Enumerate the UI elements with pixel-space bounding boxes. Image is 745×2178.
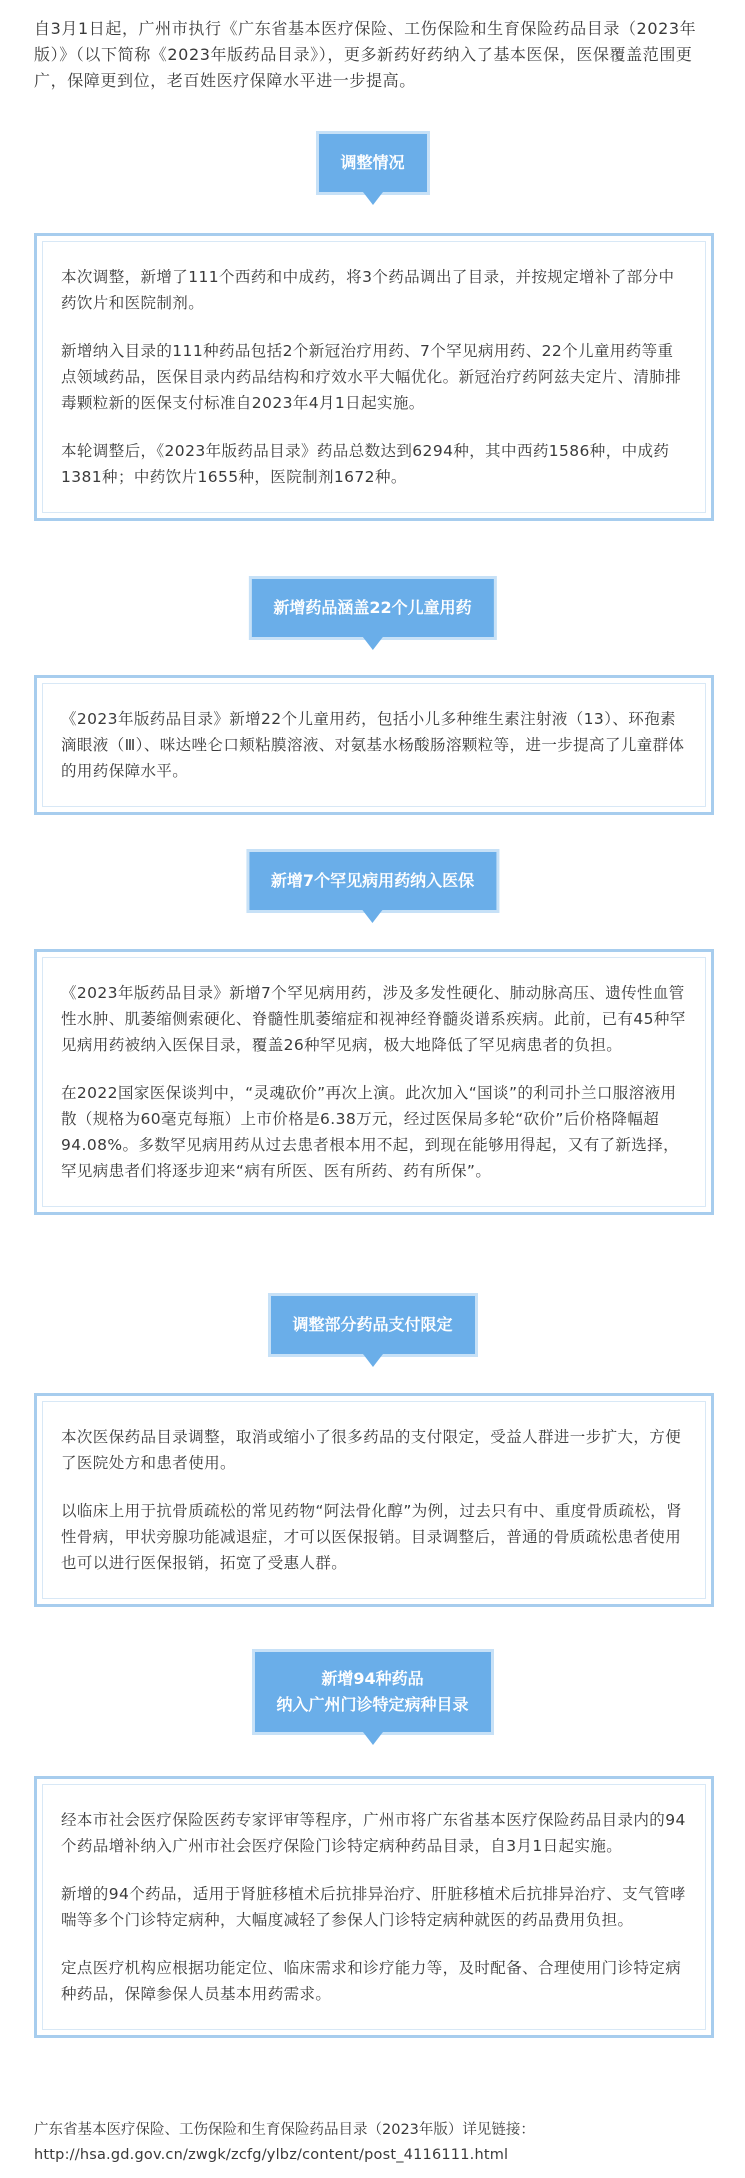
paragraph: 在2022国家医保谈判中，“灵魂砍价”再次上演。此次加入“国谈”的利司扑兰口服溶液用散（规格为60毫克每瓶）上市价格是6.38万元，经过医保局多轮“砍价”后价格降幅超94.08%。多数罕见病用药从过去患者根本用不起，到现在能够用得起，又有了新选择，罕见病患者们将逐步迎来“病有所医、医有所药、药有所保”。 <box>61 1084 680 1180</box>
section-heading-rare-disease <box>249 852 496 910</box>
section-heading-text: 新增药品涵盖22个儿童用药 <box>273 598 472 617</box>
footer-link[interactable]: http://hsa.gd.gov.cn/zwgk/zcfg/ylbz/content/post_4116111.html <box>34 2147 509 2163</box>
section-heading-children-drugs <box>251 579 493 637</box>
section-heading-text: 调整部分药品支付限定 <box>292 1315 453 1334</box>
section-heading-adjustment <box>318 134 426 192</box>
section-box-children-drugs <box>34 675 714 815</box>
section-box-payment-limits <box>34 1393 714 1607</box>
section-heading-subtext: 纳入广州门诊特定病种目录 <box>276 1695 469 1714</box>
section-heading-text: 调整情况 <box>340 153 405 172</box>
paragraph: 《2023年版药品目录》新增7个罕见病用药，涉及多发性硬化、肺动脉高压、遗传性血管性水肿、肌萎缩侧索硬化、脊髓性肌萎缩症和视神经脊髓炎谱系疾病。此前，已有45种罕见病用药被纳入医保目录，覆盖26种罕见病，极大地降低了罕见病患者的负担。 <box>61 984 686 1054</box>
section-box-adjustment <box>34 233 714 521</box>
paragraph: 本次医保药品目录调整，取消或缩小了很多药品的支付限定，受益人群进一步扩大，方便了医院处方和患者使用。 <box>61 1428 682 1472</box>
paragraph: 本次调整，新增了111个西药和中成药，将3个药品调出了目录，并按规定增补了部分中药饮片和医院制剂。 <box>61 268 675 312</box>
section-heading-text: 新增7个罕见病用药纳入医保 <box>270 871 475 890</box>
paragraph: 新增的94个药品，适用于肾脏移植术后抗排异治疗、肝脏移植术后抗排异治疗、支气管哮喘等多个门诊特定病种，大幅度减轻了参保人门诊特定病种就医的药品费用负担。 <box>61 1885 686 1929</box>
section-heading-payment-limits <box>270 1296 474 1354</box>
footer <box>34 2118 718 2168</box>
footer-text: 广东省基本医疗保险、工伤保险和生育保险药品目录（2023年版）详见链接： <box>34 2122 535 2138</box>
intro-paragraph: 自3月1日起，广州市执行《广东省基本医疗保险、工伤保险和生育保险药品目录（2023年版）》（以下简称《2023年版药品目录》），更多新药好药纳入了基本医保，医保覆盖范围更广，保障更到位，老百姓医疗保障水平进一步提高。 <box>34 19 697 90</box>
paragraph: 经本市社会医疗保险医药专家评审等程序，广州市将广东省基本医疗保险药品目录内的94个药品增补纳入广州市社会医疗保险门诊特定病种药品目录，自3月1日起实施。 <box>61 1811 686 1855</box>
section-box-outpatient-drugs <box>34 1776 714 2038</box>
paragraph: 定点医疗机构应根据功能定位、临床需求和诊疗能力等，及时配备、合理使用门诊特定病种药品，保障参保人员基本用药需求。 <box>61 1959 682 2003</box>
paragraph: 本轮调整后，《2023年版药品目录》药品总数达到6294种，其中西药1586种，中成药1381种；中药饮片1655种，医院制剂1672种。 <box>61 442 670 486</box>
paragraph: 以临床上用于抗骨质疏松的常见药物“阿法骨化醇”为例，过去只有中、重度骨质疏松，肾性骨病，甲状旁腺功能减退症，才可以医保报销。目录调整后，普通的骨质疏松患者使用也可以进行医保报销，拓宽了受惠人群。 <box>61 1502 683 1572</box>
section-heading-outpatient-drugs <box>254 1652 490 1732</box>
section-box-rare-disease <box>34 949 714 1215</box>
section-heading-text: 新增94种药品 <box>321 1669 424 1688</box>
paragraph: 《2023年版药品目录》新增22个儿童用药，包括小儿多种维生素注射液（13）、环孢素滴眼液（Ⅲ）、咪达唑仑口颊粘膜溶液、对氨基水杨酸肠溶颗粒等，进一步提高了儿童群体的用药保障水平。 <box>61 710 685 780</box>
paragraph: 新增纳入目录的111种药品包括2个新冠治疗用药、7个罕见病用药、22个儿童用药等重点领域药品，医保目录内药品结构和疗效水平大幅优化。新冠治疗药阿兹夫定片、清肺排毒颗粒新的医保支付标准自2023年4月1日起实施。 <box>61 342 682 412</box>
